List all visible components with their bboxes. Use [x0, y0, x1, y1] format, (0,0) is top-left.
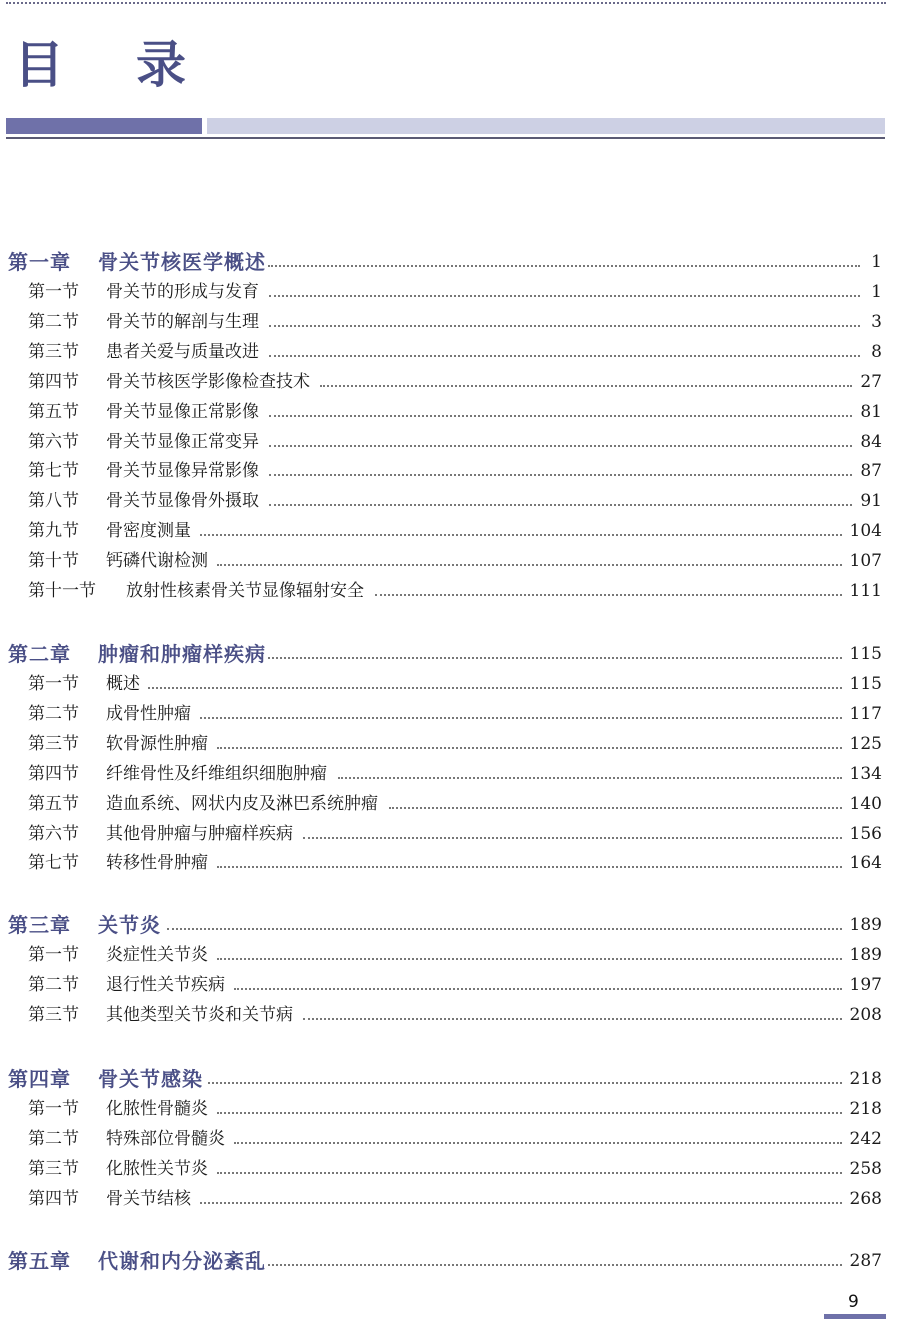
toc-section-row[interactable] — [0, 1184, 900, 1214]
toc-page-number: 218 — [849, 1099, 882, 1119]
toc-page-number: 287 — [849, 1251, 882, 1271]
toc-page-number: 134 — [849, 764, 882, 784]
section-title: 软骨源性肿瘤 — [106, 734, 208, 754]
toc-section-row[interactable] — [0, 669, 900, 699]
chapter-number: 第四章 — [8, 1067, 71, 1091]
section-number: 第四节 — [28, 764, 79, 784]
toc-page-number: 242 — [849, 1129, 882, 1149]
page-number-bar — [824, 1314, 886, 1319]
leader-dots — [269, 325, 860, 327]
chapter-number: 第三章 — [8, 913, 71, 937]
toc-section-row[interactable] — [0, 516, 900, 546]
toc-page-number: 117 — [849, 704, 882, 724]
toc-section-row[interactable] — [0, 576, 900, 606]
section-number: 第一节 — [28, 674, 79, 694]
toc-page-number: 1 — [871, 282, 882, 302]
section-title: 化脓性关节炎 — [106, 1159, 208, 1179]
chapter-number: 第五章 — [8, 1249, 71, 1273]
leader-dots — [303, 837, 842, 839]
toc-page-number: 111 — [849, 581, 882, 601]
section-title: 炎症性关节炎 — [106, 945, 208, 965]
toc-section-row[interactable] — [0, 1154, 900, 1184]
section-number: 第五节 — [28, 402, 79, 422]
leader-dots — [208, 1082, 843, 1084]
leader-dots — [269, 415, 852, 417]
toc-section-row[interactable] — [0, 819, 900, 849]
chapter-title: 骨关节感染 — [98, 1067, 203, 1091]
section-title: 骨关节显像正常影像 — [106, 402, 259, 422]
toc-chapter-row[interactable] — [0, 1246, 900, 1276]
section-title: 骨关节的形成与发育 — [106, 282, 259, 302]
toc-section-row[interactable] — [0, 546, 900, 576]
section-number: 第一节 — [28, 282, 79, 302]
section-number: 第二节 — [28, 312, 79, 332]
leader-dots — [268, 265, 860, 267]
toc-page-number: 208 — [849, 1005, 882, 1025]
toc-section-row[interactable] — [0, 940, 900, 970]
section-title: 骨关节显像异常影像 — [106, 461, 259, 481]
toc-page-number: 84 — [860, 432, 882, 452]
toc-section-row[interactable] — [0, 486, 900, 516]
toc-page-number: 8 — [871, 342, 882, 362]
toc-chapter-row[interactable] — [0, 1064, 900, 1094]
toc-section-row[interactable] — [0, 759, 900, 789]
section-number: 第二节 — [28, 704, 79, 724]
leader-dots — [320, 385, 852, 387]
toc-page-number: 125 — [849, 734, 882, 754]
leader-dots — [234, 1142, 842, 1144]
chapter-number: 第一章 — [8, 250, 71, 274]
toc-section-row[interactable] — [0, 1124, 900, 1154]
toc-chapter-row[interactable] — [0, 247, 900, 277]
section-number: 第二节 — [28, 975, 79, 995]
toc-page-number: 197 — [849, 975, 882, 995]
section-title: 特殊部位骨髓炎 — [106, 1129, 225, 1149]
toc-page-number: 268 — [849, 1189, 882, 1209]
toc-page-number: 115 — [849, 644, 882, 664]
section-title: 成骨性肿瘤 — [106, 704, 191, 724]
leader-dots — [217, 866, 842, 868]
section-number: 第五节 — [28, 794, 79, 814]
section-number: 第三节 — [28, 1005, 79, 1025]
chapter-title: 肿瘤和肿瘤样疾病 — [98, 642, 266, 666]
section-title: 纤维骨性及纤维组织细胞肿瘤 — [106, 764, 327, 784]
section-title: 骨密度测量 — [106, 521, 191, 541]
section-title: 骨关节结核 — [106, 1189, 191, 1209]
section-number: 第十节 — [28, 551, 79, 571]
chapter-number: 第二章 — [8, 642, 71, 666]
leader-dots — [303, 1018, 842, 1020]
toc-chapter-row[interactable] — [0, 910, 900, 940]
toc-page-number: 27 — [860, 372, 882, 392]
leader-dots — [338, 777, 842, 779]
leader-dots — [269, 504, 852, 506]
toc-section-row[interactable] — [0, 789, 900, 819]
toc-section-row[interactable] — [0, 1000, 900, 1030]
section-title: 骨关节的解剖与生理 — [106, 312, 259, 332]
section-title: 患者关爱与质量改进 — [106, 342, 259, 362]
leader-dots — [269, 445, 852, 447]
toc-page-number: 87 — [860, 461, 882, 481]
leader-dots — [148, 687, 842, 689]
leader-dots — [269, 474, 852, 476]
leader-dots — [268, 657, 842, 659]
section-title: 钙磷代谢检测 — [106, 551, 208, 571]
section-number: 第一节 — [28, 1099, 79, 1119]
leader-dots — [200, 717, 842, 719]
toc-chapter-row[interactable] — [0, 639, 900, 669]
section-number: 第七节 — [28, 853, 79, 873]
leader-dots — [217, 564, 842, 566]
chapter-title: 骨关节核医学概述 — [98, 250, 266, 274]
toc-section-row[interactable] — [0, 337, 900, 367]
section-title: 造血系统、网状内皮及淋巴系统肿瘤 — [106, 794, 378, 814]
toc-section-row[interactable] — [0, 699, 900, 729]
section-number: 第九节 — [28, 521, 79, 541]
leader-dots — [200, 1202, 842, 1204]
leader-dots — [200, 534, 842, 536]
toc-section-row[interactable] — [0, 729, 900, 759]
toc-page-number: 164 — [849, 853, 882, 873]
page-number: 9 — [848, 1292, 859, 1312]
section-number: 第六节 — [28, 824, 79, 844]
toc-section-row[interactable] — [0, 1094, 900, 1124]
leader-dots — [217, 1112, 842, 1114]
section-number: 第一节 — [28, 945, 79, 965]
toc-section-row[interactable] — [0, 367, 900, 397]
section-title: 其他骨肿瘤与肿瘤样疾病 — [106, 824, 293, 844]
leader-dots — [375, 594, 842, 596]
section-title: 骨关节显像正常变异 — [106, 432, 259, 452]
section-title: 骨关节显像骨外摄取 — [106, 491, 259, 511]
section-title: 骨关节核医学影像检查技术 — [106, 372, 310, 392]
section-title: 退行性关节疾病 — [106, 975, 225, 995]
section-number: 第三节 — [28, 734, 79, 754]
leader-dots — [269, 295, 860, 297]
chapter-title: 代谢和内分泌紊乱 — [98, 1249, 266, 1273]
toc-page-number: 1 — [871, 252, 882, 272]
toc-page-number: 81 — [860, 402, 882, 422]
toc-page-number: 107 — [849, 551, 882, 571]
toc-section-row[interactable] — [0, 456, 900, 486]
section-number: 第三节 — [28, 342, 79, 362]
toc-page-number: 3 — [871, 312, 882, 332]
title-char-2: 录 — [136, 36, 186, 94]
leader-dots — [217, 958, 842, 960]
toc-page-number: 115 — [849, 674, 882, 694]
toc-page-number: 140 — [849, 794, 882, 814]
toc-page-number: 91 — [860, 491, 882, 511]
toc-page-number: 218 — [849, 1069, 882, 1089]
leader-dots — [217, 747, 842, 749]
section-title: 放射性核素骨关节显像辐射安全 — [126, 581, 364, 601]
section-title: 转移性骨肿瘤 — [106, 853, 208, 873]
section-title: 其他类型关节炎和关节病 — [106, 1005, 293, 1025]
section-number: 第四节 — [28, 372, 79, 392]
section-number: 第四节 — [28, 1189, 79, 1209]
toc-section-row[interactable] — [0, 397, 900, 427]
leader-dots — [167, 928, 842, 930]
toc-page-number: 189 — [849, 945, 882, 965]
section-number: 第二节 — [28, 1129, 79, 1149]
section-number: 第三节 — [28, 1159, 79, 1179]
section-number: 第十一节 — [28, 581, 96, 601]
toc-section-row[interactable] — [0, 277, 900, 307]
leader-dots — [269, 355, 860, 357]
toc-page-number: 258 — [849, 1159, 882, 1179]
toc-section-row[interactable] — [0, 848, 900, 878]
toc-page-number: 189 — [849, 915, 882, 935]
leader-dots — [217, 1172, 842, 1174]
section-number: 第七节 — [28, 461, 79, 481]
toc-section-row[interactable] — [0, 970, 900, 1000]
leader-dots — [389, 807, 842, 809]
section-number: 第八节 — [28, 491, 79, 511]
leader-dots — [234, 988, 842, 990]
toc-page-number: 104 — [849, 521, 882, 541]
chapter-title: 关节炎 — [98, 913, 161, 937]
leader-dots — [268, 1264, 842, 1266]
section-title: 概述 — [106, 674, 140, 694]
toc-section-row[interactable] — [0, 307, 900, 337]
section-title: 化脓性骨髓炎 — [106, 1099, 208, 1119]
toc-page-number: 156 — [849, 824, 882, 844]
title-char-1: 目 — [14, 36, 64, 94]
toc-section-row[interactable] — [0, 427, 900, 457]
section-number: 第六节 — [28, 432, 79, 452]
